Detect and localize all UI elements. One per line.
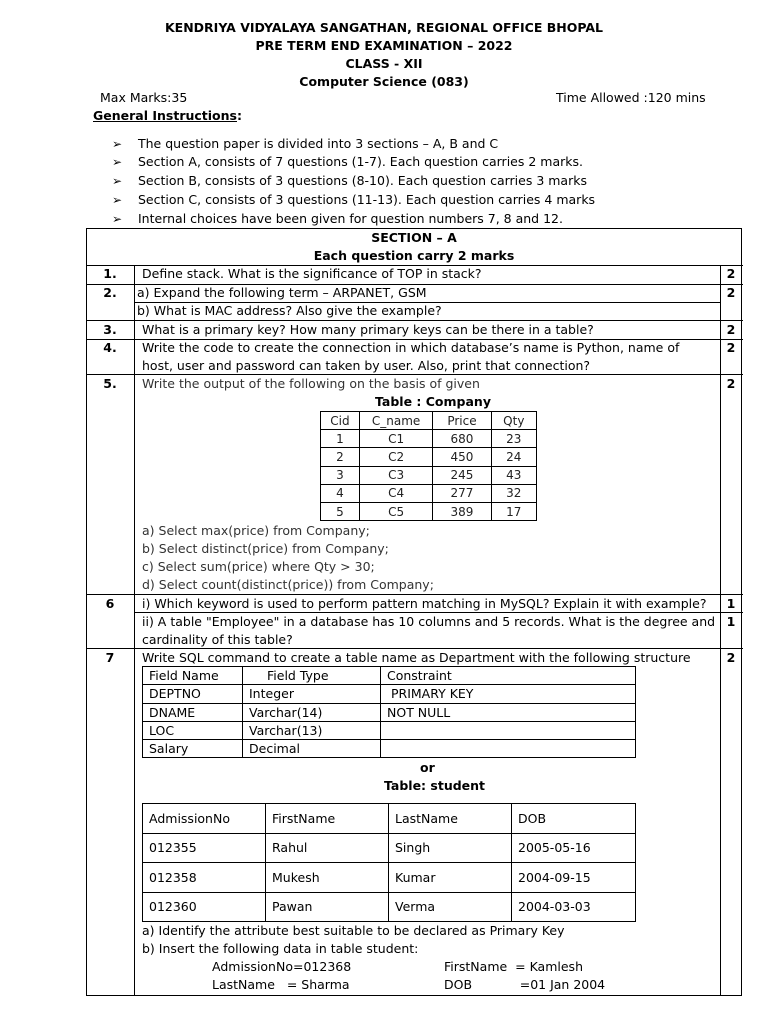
company-table — [320, 411, 537, 521]
instruction-item — [112, 211, 563, 226]
sub-question: a) Select max(price) from Company; — [142, 523, 370, 538]
table-cell: C4 — [359, 484, 432, 502]
question-number: 2. — [103, 285, 117, 300]
subject-label: Computer Science (083) — [299, 74, 469, 89]
arrow-bullet-icon: ➢ — [112, 212, 123, 226]
table-header-cell: Cid — [321, 412, 360, 430]
instruction-item — [112, 192, 595, 207]
sub-question: b) Insert the following data in table student: — [142, 941, 419, 956]
table-row — [321, 502, 537, 520]
table-header-cell: Price — [433, 412, 491, 430]
table-cell: NOT NULL — [381, 703, 636, 721]
question-marks: 2 — [726, 322, 736, 337]
question-text: Write SQL command to create a table name as Department with the following structure — [142, 650, 691, 665]
table-cell: 012355 — [143, 833, 266, 863]
table-cell: Mukesh — [266, 863, 389, 893]
table-cell: 2005-05-16 — [512, 833, 636, 863]
question-marks: 1 — [726, 614, 736, 629]
question-number: 3. — [103, 322, 117, 337]
question-number: 6 — [105, 596, 115, 611]
exam-title: PRE TERM END EXAMINATION – 2022 — [255, 38, 513, 53]
table-cell: 245 — [433, 466, 491, 484]
instruction-item — [112, 173, 587, 188]
sub-question: b) Select distinct(price) from Company; — [142, 541, 389, 556]
question-number: 1. — [103, 266, 117, 281]
table-cell — [381, 740, 636, 758]
table-header-row — [143, 667, 636, 685]
table-row — [143, 740, 636, 758]
table-cell: Kumar — [389, 863, 512, 893]
school-title: KENDRIYA VIDYALAYA SANGATHAN, REGIONAL OFFICE BHOPAL — [164, 20, 604, 35]
table-header-cell: Constraint — [381, 667, 636, 685]
grid-line — [87, 594, 743, 595]
table-cell: 23 — [491, 430, 536, 448]
arrow-bullet-icon: ➢ — [112, 193, 123, 207]
table-cell: 5 — [321, 502, 360, 520]
insert-data-firstname: FirstName = Kamlesh — [444, 959, 583, 974]
question-marks: 2 — [726, 650, 736, 665]
table-cell: Salary — [143, 740, 243, 758]
instructions-heading — [93, 108, 242, 123]
question-text: cardinality of this table? — [142, 632, 293, 647]
question-marks: 2 — [726, 266, 736, 281]
question-marks: 2 — [726, 376, 736, 391]
table-cell: 2004-03-03 — [512, 892, 636, 922]
table-cell: Verma — [389, 892, 512, 922]
section-title: SECTION – A — [371, 230, 457, 245]
table-cell: 2004-09-15 — [512, 863, 636, 893]
table-cell: 389 — [433, 502, 491, 520]
instruction-text: Internal choices have been given for question numbers 7, 8 and 12. — [138, 211, 563, 226]
table-cell — [381, 721, 636, 739]
table-header-cell: Qty — [491, 412, 536, 430]
max-marks: Max Marks:35 — [100, 90, 188, 105]
table-row — [143, 892, 636, 922]
question-text: a) Expand the following term – ARPANET, GSM — [137, 285, 427, 300]
table-cell: 24 — [491, 448, 536, 466]
grid-line — [87, 374, 743, 375]
instruction-text: Section A, consists of 7 questions (1-7). Each question carries 2 marks. — [138, 154, 583, 169]
table-cell: 012360 — [143, 892, 266, 922]
table-cell: 680 — [433, 430, 491, 448]
table-cell: Varchar(14) — [243, 703, 381, 721]
insert-data-lastname: LastName = Sharma — [212, 977, 350, 992]
question-marks: 1 — [726, 596, 736, 611]
question-text: Define stack. What is the significance of TOP in stack? — [142, 266, 482, 281]
sub-question: c) Select sum(price) where Qty > 30; — [142, 559, 375, 574]
table-header-cell: DOB — [512, 804, 636, 834]
grid-line — [87, 648, 743, 649]
time-allowed: Time Allowed :120 mins — [556, 90, 706, 105]
question-text: Write the code to create the connection in which database’s name is Python, name of — [142, 340, 680, 355]
table-cell: Rahul — [266, 833, 389, 863]
table-row — [321, 466, 537, 484]
table-header-cell: FirstName — [266, 804, 389, 834]
instruction-text: Section B, consists of 3 questions (8-10). Each question carries 3 marks — [138, 173, 587, 188]
table-cell: Integer — [243, 685, 381, 703]
arrow-bullet-icon: ➢ — [112, 137, 123, 151]
table-header-cell: AdmissionNo — [143, 804, 266, 834]
instruction-text: The question paper is divided into 3 sections – A, B and C — [138, 136, 499, 151]
table-cell: 32 — [491, 484, 536, 502]
table-cell: 17 — [491, 502, 536, 520]
table-cell: PRIMARY KEY — [381, 685, 636, 703]
question-text: host, user and password can taken by user. Also, print that connection? — [142, 358, 591, 373]
class-label: CLASS - XII — [345, 56, 423, 71]
question-text: Write the output of the following on the basis of given — [142, 376, 480, 391]
insert-data-admission: AdmissionNo=012368 — [212, 959, 352, 974]
table-cell: C5 — [359, 502, 432, 520]
question-marks: 2 — [726, 285, 736, 300]
table-cell: C1 — [359, 430, 432, 448]
table-cell: C3 — [359, 466, 432, 484]
company-table-title: Table : Company — [375, 394, 491, 409]
or-separator: or — [420, 760, 435, 775]
sub-question: d) Select count(distinct(price)) from Company; — [142, 577, 434, 592]
question-text: b) What is MAC address? Also give the example? — [137, 303, 442, 318]
section-subtitle: Each question carry 2 marks — [313, 248, 515, 263]
student-table-title: Table: student — [384, 778, 486, 793]
table-cell: Varchar(13) — [243, 721, 381, 739]
question-text: ii) A table "Employee" in a database has 10 columns and 5 records. What is the degree and — [142, 614, 716, 629]
table-row — [143, 863, 636, 893]
table-header-cell: C_name — [359, 412, 432, 430]
table-header-cell: LastName — [389, 804, 512, 834]
question-text: What is a primary key? How many primary keys can be there in a table? — [142, 322, 594, 337]
instruction-item — [112, 154, 583, 169]
table-cell: 43 — [491, 466, 536, 484]
table-row — [143, 721, 636, 739]
table-row — [143, 833, 636, 863]
table-row — [321, 430, 537, 448]
question-marks: 2 — [726, 340, 736, 355]
table-row — [143, 703, 636, 721]
table-cell: 3 — [321, 466, 360, 484]
sub-question: a) Identify the attribute best suitable to be declared as Primary Key — [142, 923, 565, 938]
table-cell: C2 — [359, 448, 432, 466]
table-cell: Pawan — [266, 892, 389, 922]
arrow-bullet-icon: ➢ — [112, 174, 123, 188]
table-header-cell: Field Name — [143, 667, 243, 685]
table-row — [321, 484, 537, 502]
table-cell: Decimal — [243, 740, 381, 758]
table-header-row — [321, 412, 537, 430]
department-table — [142, 666, 636, 758]
grid-line — [87, 320, 743, 321]
table-cell: 277 — [433, 484, 491, 502]
instruction-text: Section C, consists of 3 questions (11-13). Each question carries 4 marks — [138, 192, 596, 207]
table-cell: 012358 — [143, 863, 266, 893]
table-cell: LOC — [143, 721, 243, 739]
table-cell: DEPTNO — [143, 685, 243, 703]
table-cell: 450 — [433, 448, 491, 466]
student-table — [142, 803, 636, 922]
instructions-title: General Instructions — [93, 108, 237, 123]
question-number: 4. — [103, 340, 117, 355]
table-cell: DNAME — [143, 703, 243, 721]
table-cell: Singh — [389, 833, 512, 863]
grid-line — [134, 612, 743, 613]
question-text: i) Which keyword is used to perform pattern matching in MySQL? Explain it with example? — [142, 596, 707, 611]
table-row — [321, 448, 537, 466]
table-row — [143, 685, 636, 703]
instructions-colon: : — [236, 108, 242, 123]
table-cell: 1 — [321, 430, 360, 448]
table-header-cell: Field Type — [243, 667, 381, 685]
table-cell: 4 — [321, 484, 360, 502]
insert-data-dob: DOB =01 Jan 2004 — [444, 977, 606, 992]
table-header-row — [143, 804, 636, 834]
arrow-bullet-icon: ➢ — [112, 155, 123, 169]
question-number: 7 — [105, 650, 115, 665]
table-cell: 2 — [321, 448, 360, 466]
question-number: 5. — [103, 376, 117, 391]
instruction-item — [112, 136, 498, 151]
